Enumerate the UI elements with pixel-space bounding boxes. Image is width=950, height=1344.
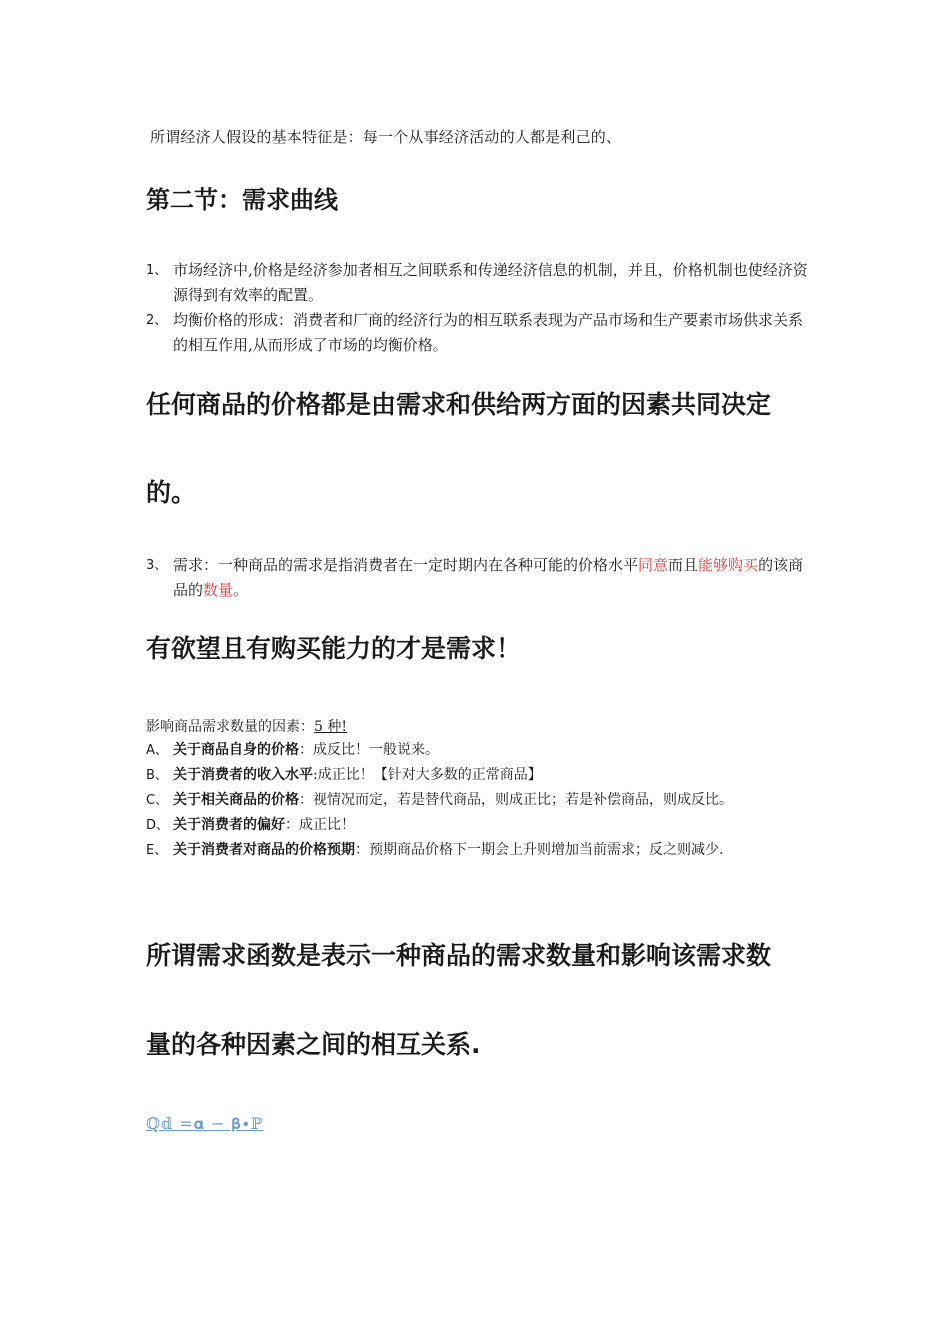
formula-text: ℚ𝕕 =𝛂 − 𝛃∙ℙ — [146, 1114, 264, 1133]
factor-item — [146, 838, 816, 863]
section-heading: 第二节：需求曲线 — [146, 186, 338, 214]
factor-label: 关于商品自身的价格 — [173, 742, 299, 758]
factor-letter: C、 — [146, 793, 169, 808]
list-number: 1、 — [146, 263, 168, 278]
factor-letter: D、 — [146, 818, 170, 833]
factor-item — [146, 738, 816, 763]
list-item — [146, 308, 816, 358]
highlight-text: 数量 — [203, 581, 234, 599]
list-number: 3、 — [146, 558, 168, 573]
highlight-text: 能够购买 — [698, 556, 759, 574]
list-text: 市场经济中,价格是经济参加者相互之间联系和传递经济信息的机制，并且，价格机制也使经济资源得到有效率的配置。 — [173, 261, 808, 304]
list-item — [146, 553, 816, 603]
numbered-list — [146, 258, 816, 358]
emphasis-heading-2: 有欲望且有购买能力的才是需求！ — [146, 634, 522, 663]
factors-title-text: 影响商品需求数量的因素： — [146, 719, 314, 735]
emphasis-heading-3-line1: 所谓需求函数是表示一种商品的需求数量和影响该需求数 — [146, 941, 772, 970]
factors-title — [146, 716, 347, 736]
factor-label: 关于相关商品的价格 — [173, 792, 299, 808]
factor-item — [146, 788, 816, 813]
factor-label: 关于消费者对商品的价格预期 — [173, 842, 355, 858]
factor-text: ：成正比！ — [285, 817, 355, 833]
factor-label: 关于消费者的收入水平 — [173, 767, 313, 783]
factors-list — [146, 738, 816, 863]
emphasis-heading-1-line2: 的。 — [146, 478, 197, 507]
factor-item — [146, 813, 816, 838]
demand-definition — [146, 553, 816, 603]
factor-text: :成正比！【针对大多数的正常商品】 — [313, 767, 542, 783]
highlight-text: 同意 — [638, 556, 669, 574]
demand-formula — [146, 1114, 264, 1134]
definition-text: 。 — [233, 581, 249, 599]
factor-label: 关于消费者的偏好 — [173, 817, 285, 833]
factor-letter: E、 — [146, 843, 168, 858]
factor-item — [146, 763, 816, 788]
emphasis-heading-3-line2: 量的各种因素之间的相互关系. — [146, 1030, 481, 1059]
factor-text: ：视情况而定，若是替代商品，则成正比；若是补偿商品，则成反比。 — [299, 792, 733, 808]
emphasis-heading-1-line1: 任何商品的价格都是由需求和供给两方面的因素共同决定 — [146, 390, 772, 419]
factor-letter: A、 — [146, 743, 168, 758]
list-text: 均衡价格的形成：消费者和厂商的经济行为的相互联系表现为产品市场和生产要素市场供求关系的相互作用,从而形成了市场的均衡价格。 — [173, 311, 804, 354]
definition-text: 的该商品的 — [173, 556, 804, 599]
list-item — [146, 258, 816, 308]
factor-letter: B、 — [146, 768, 168, 783]
factors-count: 5 种! — [314, 719, 347, 735]
definition-text: 需求：一种商品的需求是指消费者在一定时期内在各种可能的价格水平 — [173, 556, 639, 574]
list-number: 2、 — [146, 313, 168, 328]
factor-text: ：预期商品价格下一期会上升则增加当前需求；反之则减少. — [355, 842, 724, 858]
intro-paragraph: 所谓经济人假设的基本特征是：每一个从事经济活动的人都是利己的、 — [150, 128, 622, 146]
factor-text: ：成反比！一般说来。 — [299, 742, 439, 758]
definition-text: 而且 — [668, 556, 699, 574]
